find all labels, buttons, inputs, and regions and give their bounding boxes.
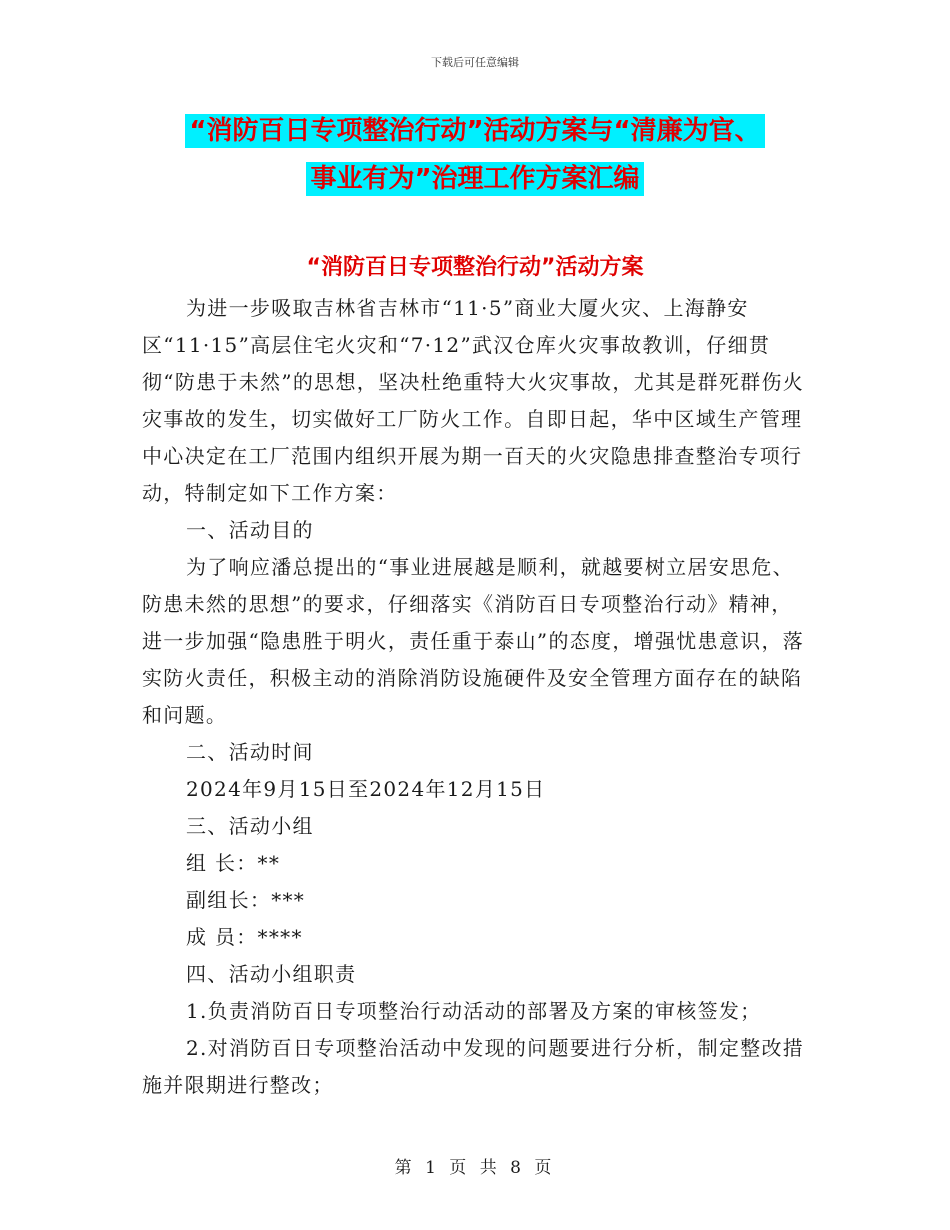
team-leader: 组 长：**	[186, 851, 281, 875]
main-title-text-1: “消防百日专项整治行动”活动方案与“清廉为官、	[185, 114, 764, 148]
time-range: 2024年9月15日至2024年12月15日	[186, 777, 546, 801]
heading-duties: 四、活动小组职责	[186, 962, 357, 986]
heading-time: 二、活动时间	[186, 740, 314, 764]
intro-paragraph: 为进一步吸取吉林省吉林市“11·5”商业大厦火灾、上海静安区“11·15”高层住宅火灾和“7·12”武汉仓库火灾事故教训，仔细贯彻“防患于未然”的思想，坚决杜绝重特大火灾事故，尤其是群死群伤火灾事故的发生，切实做好工厂防火工作。自即日起，华中区域生产管理中心决定在工厂范围内组织开展为期一百天的火灾隐患排查整治专项行动，特制定如下工作方案：	[142, 296, 805, 505]
purpose-paragraph: 为了响应潘总提出的“事业进展越是顺利，就越要树立居安思危、防患未然的思想”的要求，仔细落实《消防百日专项整治行动》精神，进一步加强“隐患胜于明火，责任重于泰山”的态度，增强忧患意识，落实防火责任，积极主动的消除消防设施硬件及安全管理方面存在的缺陷和问题。	[142, 555, 805, 727]
header-note: 下载后可任意编辑	[431, 56, 519, 69]
page-footer: 第 1 页 共 8 页	[394, 1158, 556, 1178]
team-members: 成 员：****	[186, 925, 303, 949]
heading-purpose: 一、活动目的	[186, 518, 314, 542]
heading-team: 三、活动小组	[186, 814, 314, 838]
document-body	[142, 290, 807, 1104]
main-title-line-1	[0, 110, 950, 147]
main-title-text-2: 事业有为”治理工作方案汇编	[306, 162, 643, 196]
team-deputy: 副组长：***	[186, 888, 306, 912]
duty-item-2: 2.对消防百日专项整治活动中发现的问题要进行分析，制定整改措施并限期进行整改；	[142, 1036, 805, 1097]
duty-item-1: 1.负责消防百日专项整治行动活动的部署及方案的审核签发；	[186, 999, 762, 1023]
main-title-line-2	[0, 158, 950, 195]
section-title: “消防百日专项整治行动”活动方案	[306, 255, 644, 280]
